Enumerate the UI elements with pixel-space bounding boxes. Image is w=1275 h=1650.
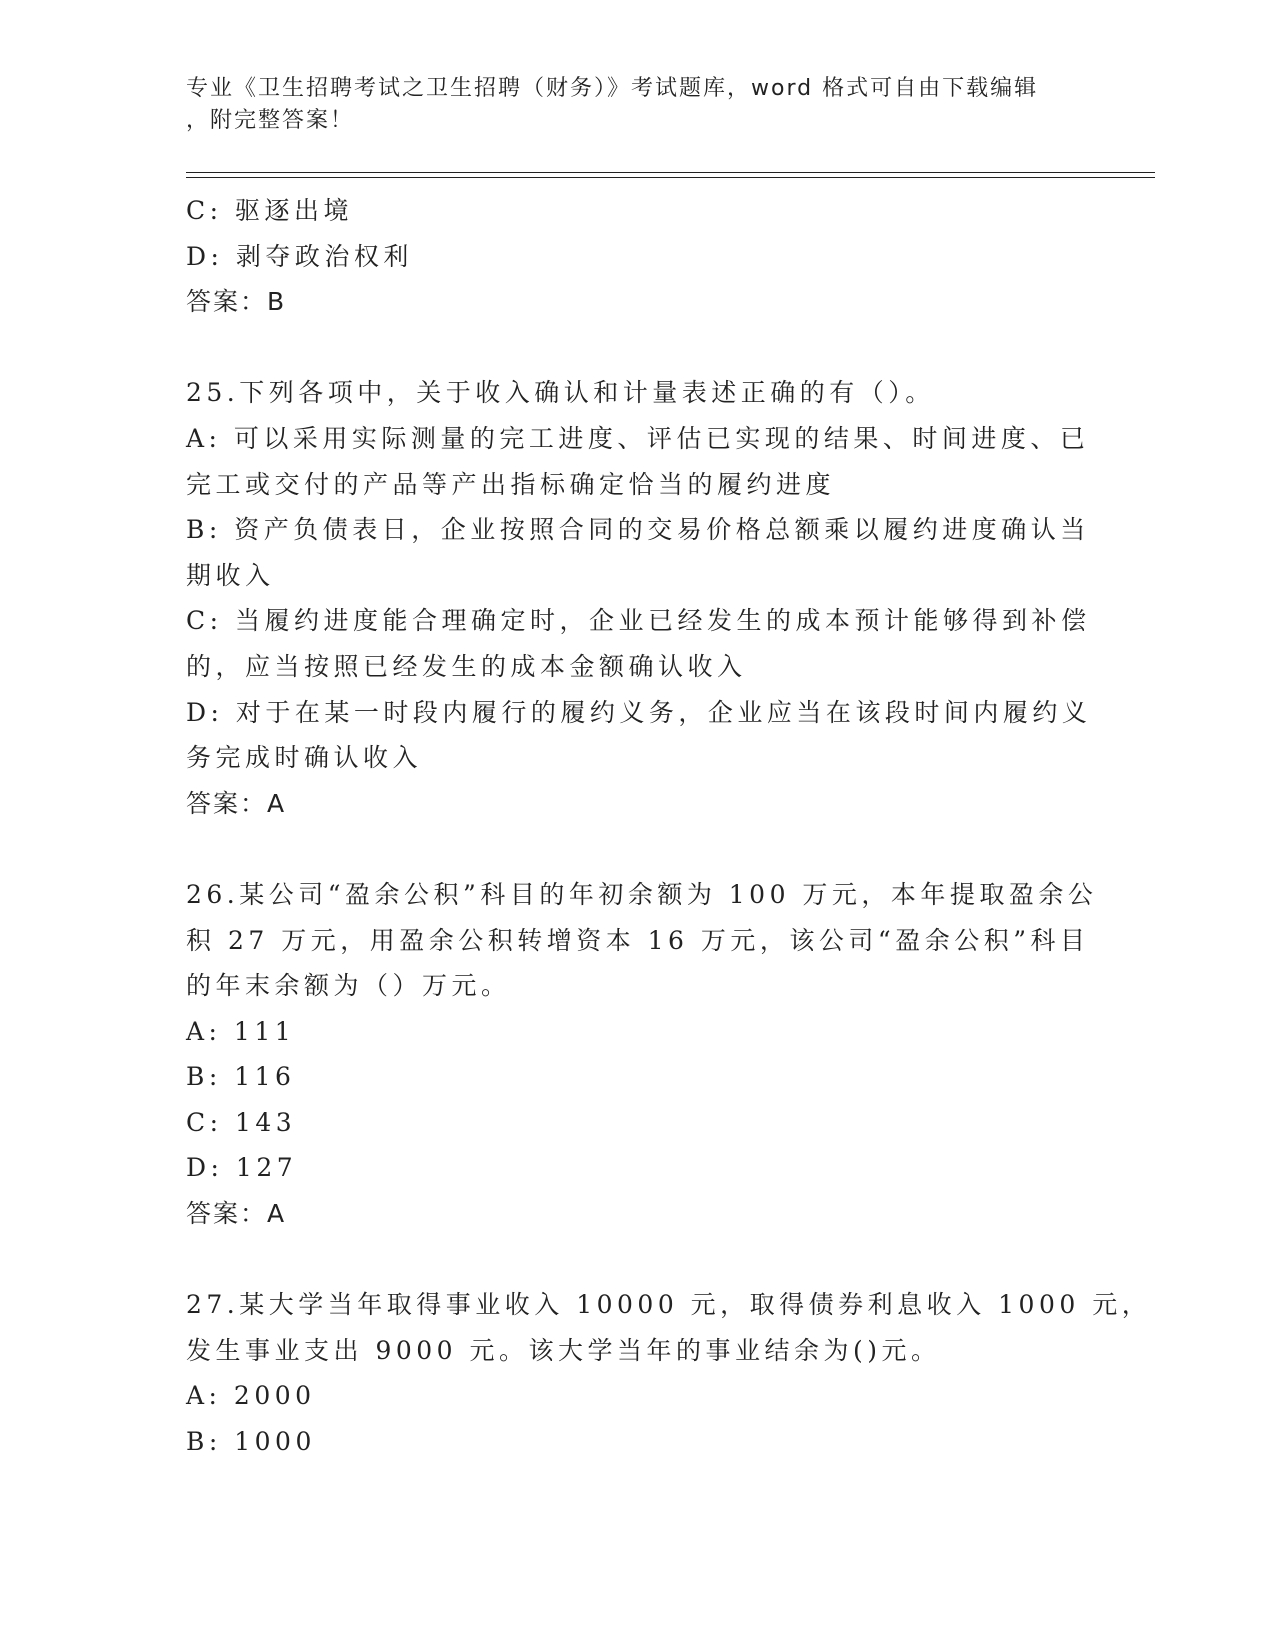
question-24-tail (186, 188, 1086, 325)
question-stem-continued: 积 27 万元，用盈余公积转增资本 16 万元，该公司“盈余公积”科目 (186, 925, 1090, 955)
header-title-line-1: 专业《卫生招聘考试之卫生招聘（财务）》考试题库，word 格式可自由下载编辑 (186, 76, 1039, 101)
question-stem-continued: 的年末余额为（）万元。 (186, 971, 511, 1001)
spacer (186, 325, 1086, 371)
option-a: A: 可以采用实际测量的完工进度、评估已实现的结果、时间进度、已 (186, 423, 1090, 453)
option-b-continued: 期收入 (186, 560, 275, 590)
question-list (186, 188, 1152, 1465)
header-divider-bottom (186, 177, 1155, 178)
header-title-line-2: ，附完整答案！ (186, 108, 355, 133)
option-d: D: 对于在某一时段内履行的履约义务，企业应当在该段时间内履约义 (186, 697, 1092, 727)
option-d-continued: 务完成时确认收入 (186, 743, 423, 773)
question-27 (186, 1282, 1152, 1464)
option-c: C: 143 (186, 1107, 297, 1137)
question-stem: 26.某公司“盈余公积”科目的年初余额为 100 万元，本年提取盈余公 (186, 879, 1098, 909)
question-stem: 25.下列各项中，关于收入确认和计量表述正确的有（）。 (186, 378, 935, 408)
question-26 (186, 872, 1098, 1237)
question-25 (186, 370, 1092, 826)
question-stem-continued: 发生事业支出 9000 元。该大学当年的事业结余为()元。 (186, 1335, 941, 1365)
header-divider-top (186, 172, 1155, 173)
answer-line: 答案：A (186, 1199, 287, 1229)
answer-line: 答案：B (186, 287, 287, 317)
document-header (186, 73, 1066, 137)
spacer (186, 1237, 1086, 1283)
option-d: D: 127 (186, 1153, 298, 1183)
option-b: B: 116 (186, 1062, 296, 1092)
question-stem: 27.某大学当年取得事业收入 10000 元，取得债券利息收入 1000 元， (186, 1290, 1152, 1320)
option-c: C: 当履约进度能合理确定时，企业已经发生的成本预计能够得到补偿 (186, 606, 1091, 636)
option-c: C: 驱逐出境 (186, 196, 353, 225)
option-b: B: 1000 (186, 1427, 316, 1457)
option-c-continued: 的，应当按照已经发生的成本金额确认收入 (186, 651, 747, 681)
option-b: B: 资产负债表日，企业按照合同的交易价格总额乘以履约进度确认当 (186, 515, 1090, 545)
answer-line: 答案：A (186, 788, 287, 818)
option-d: D: 剥夺政治权利 (186, 241, 413, 271)
spacer (186, 826, 1086, 872)
option-a-continued: 完工或交付的产品等产出指标确定恰当的履约进度 (186, 469, 836, 499)
option-a: A: 111 (186, 1016, 296, 1046)
option-a: A: 2000 (186, 1381, 316, 1411)
